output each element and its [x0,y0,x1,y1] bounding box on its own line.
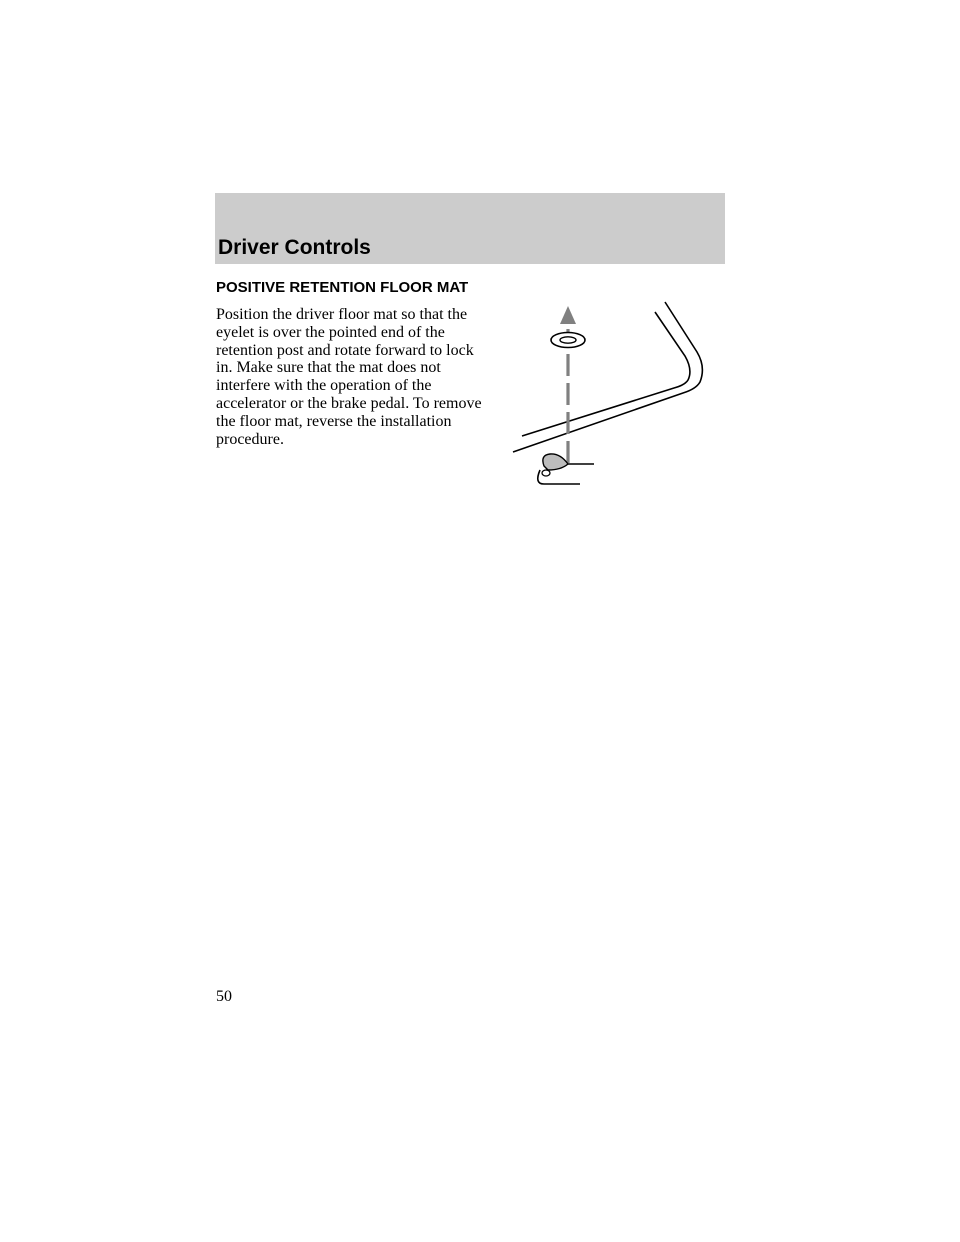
floor-mat-retention-post-diagram-icon [500,298,710,498]
eyelet-icon [551,333,585,348]
section-title: Driver Controls [218,236,371,259]
alignment-arrow [560,306,576,463]
page-number: 50 [216,988,232,1005]
section-heading: POSITIVE RETENTION FLOOR MAT [216,279,469,296]
retention-post-icon [538,454,594,484]
instruction-paragraph: Position the driver floor mat so that the eyelet is over the pointed end of the retention post and rotate forward to lock in. Make sure that the mat does not interfere with the operation of the accelerator or the brake pedal. To remove the floor mat, reverse the installation procedure. [216,306,482,448]
floor-mat-edge [513,302,702,452]
